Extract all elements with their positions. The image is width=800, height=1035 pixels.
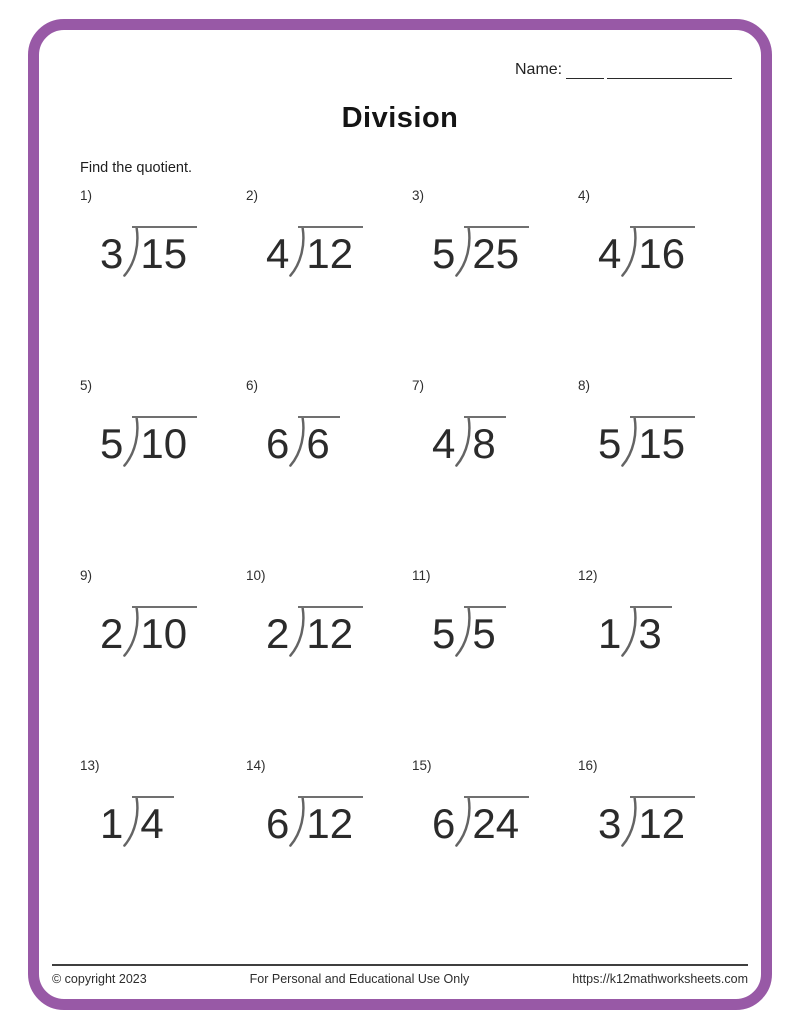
divisor-value: 1 — [100, 800, 124, 847]
divisor-value: 3 — [598, 800, 622, 847]
problem-cell — [578, 568, 744, 758]
dividend-value: 15 — [630, 416, 695, 467]
dividend-value: 12 — [298, 226, 363, 277]
problem-number: 10) — [246, 568, 266, 583]
divisor-value: 2 — [100, 610, 124, 657]
dividend-value: 15 — [132, 226, 197, 277]
divisor-value: 2 — [266, 610, 290, 657]
problem-cell — [80, 378, 246, 568]
dividend-value: 25 — [464, 226, 529, 277]
division-problem — [100, 605, 246, 657]
problem-number: 6) — [246, 378, 259, 393]
dividend-value: 10 — [132, 606, 197, 657]
usage-text: For Personal and Educational Use Only — [249, 972, 470, 986]
division-problem — [100, 415, 246, 467]
divisor-value: 5 — [598, 420, 622, 467]
problem-number: 5) — [80, 378, 93, 393]
division-problem — [432, 795, 578, 847]
problem-cell — [412, 378, 578, 568]
problem-cell — [412, 188, 578, 378]
dividend-value: 12 — [298, 796, 363, 847]
divisor-value: 5 — [100, 420, 124, 467]
dividend-value: 12 — [298, 606, 363, 657]
problems-grid — [80, 188, 744, 948]
division-problem — [432, 605, 578, 657]
dividend-value: 4 — [132, 796, 173, 847]
divisor-value: 6 — [266, 420, 290, 467]
problem-cell — [578, 378, 744, 568]
dividend-value: 6 — [298, 416, 339, 467]
copyright-text: © copyright 2023 — [52, 972, 147, 986]
divisor-value: 5 — [432, 610, 456, 657]
divisor-value: 4 — [598, 230, 622, 277]
problem-number: 3) — [412, 188, 425, 203]
divisor-value: 1 — [598, 610, 622, 657]
problem-cell — [80, 758, 246, 948]
dividend-value: 24 — [464, 796, 529, 847]
name-blank-line — [607, 61, 732, 79]
divisor-value: 6 — [432, 800, 456, 847]
problem-number: 9) — [80, 568, 93, 583]
problem-cell — [246, 188, 412, 378]
division-problem — [598, 225, 744, 277]
division-problem — [266, 415, 412, 467]
problem-cell — [578, 758, 744, 948]
problem-number: 11) — [412, 568, 431, 583]
division-problem — [100, 225, 246, 277]
divisor-value: 4 — [432, 420, 456, 467]
problem-cell — [412, 568, 578, 758]
footer — [52, 964, 748, 986]
division-problem — [432, 415, 578, 467]
name-label: Name: — [515, 61, 563, 78]
divisor-value: 6 — [266, 800, 290, 847]
division-problem — [432, 225, 578, 277]
problem-cell — [246, 568, 412, 758]
problem-cell — [246, 378, 412, 568]
name-blank-line — [566, 61, 604, 79]
divisor-value: 4 — [266, 230, 290, 277]
division-problem — [266, 605, 412, 657]
problem-number: 14) — [246, 758, 266, 773]
dividend-value: 10 — [132, 416, 197, 467]
problem-cell — [80, 188, 246, 378]
dividend-value: 5 — [464, 606, 505, 657]
problem-number: 13) — [80, 758, 100, 773]
division-problem — [598, 795, 744, 847]
division-problem — [100, 795, 246, 847]
division-problem — [598, 415, 744, 467]
problem-number: 12) — [578, 568, 598, 583]
problem-number: 16) — [578, 758, 598, 773]
page-title: Division — [341, 102, 459, 134]
problem-cell — [412, 758, 578, 948]
problem-cell — [246, 758, 412, 948]
problem-cell — [578, 188, 744, 378]
divisor-value: 5 — [432, 230, 456, 277]
problem-number: 7) — [412, 378, 425, 393]
dividend-value: 12 — [630, 796, 695, 847]
division-problem — [266, 795, 412, 847]
website-url: https://k12mathworksheets.com — [572, 972, 748, 986]
name-row — [515, 60, 732, 79]
problem-number: 8) — [578, 378, 591, 393]
problem-number: 4) — [578, 188, 591, 203]
division-problem — [598, 605, 744, 657]
dividend-value: 16 — [630, 226, 695, 277]
problem-cell — [80, 568, 246, 758]
dividend-value: 8 — [464, 416, 505, 467]
problem-number: 1) — [80, 188, 93, 203]
problem-number: 2) — [246, 188, 259, 203]
divisor-value: 3 — [100, 230, 124, 277]
instruction-text: Find the quotient. — [80, 160, 193, 176]
division-problem — [266, 225, 412, 277]
dividend-value: 3 — [630, 606, 671, 657]
problem-number: 15) — [412, 758, 432, 773]
